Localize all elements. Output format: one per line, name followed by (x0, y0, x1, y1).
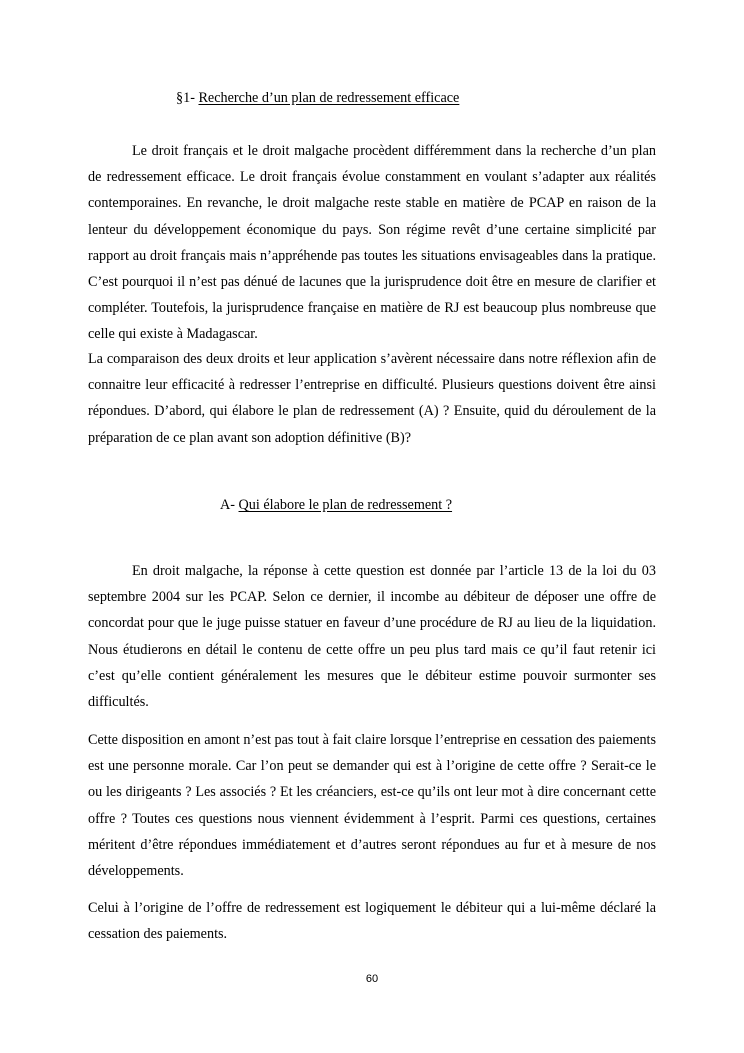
page-number: 60 (365, 973, 379, 985)
paragraph-a-3: Celui à l’origine de l’offre de redressement est logiquement le débiteur qui a lui-même déclaré la cessation des paiements. (88, 900, 656, 943)
paragraph-a-1: En droit malgache, la réponse à cette question est donnée par l’article 13 de la loi du 03 septembre 2004 sur les PCAP. Selon ce dernier, il incombe au débiteur de déposer une offre de concordat pour que le juge puisse statuer en faveur d’une procédure de RJ au lieu de la liquidation. Nous étudierons en détail le contenu de cette offre un peu plus tard mais ce qu’il faut retenir ici c’est qu’elle contient généralement les mesures que le débiteur estime pouvoir surmonter ses difficultés. (88, 563, 656, 711)
paragraph-intro-2: La comparaison des deux droits et leur application s’avèrent nécessaire dans notre réflexion afin de connaitre leur efficacité à redresser l’entreprise en difficulté. Plusieurs questions doivent être ainsi répondues. D’abord, qui élabore le plan de redressement (A) ? Ensuite, quid du déroulement de la préparation de ce plan avant son adoption définitive (B)? (88, 351, 656, 446)
section-heading (176, 89, 459, 107)
section-number: §1- (176, 90, 195, 106)
subsection-number: A- (220, 497, 235, 513)
paragraph-intro-1: Le droit français et le droit malgache procèdent différemment dans la recherche d’un plan de redressement efficace. Le droit français évolue constamment en voulant s’adapter aux réalités contemporaines. En revanche, le droit malgache reste stable en matière de PCAP en raison de la lenteur du développement économique du pays. Son régime revêt d’une certaine simplicité par rapport au droit français mais n’appréhende pas toutes les situations envisageables dans la pratique. C’est pourquoi il n’est pas dénué de lacunes que la jurisprudence doit être en mesure de clarifier et compléter. Toutefois, la jurisprudence française en matière de RJ est beaucoup plus nombreuse que celle qui existe à Madagascar. (88, 143, 656, 343)
paragraph-a-2: Cette disposition en amont n’est pas tout à fait claire lorsque l’entreprise en cessation des paiements est une personne morale. Car l’on peut se demander qui est à l’origine de cette offre ? Serait-ce le ou les dirigeants ? Les associés ? Et les créanciers, est-ce qu’ils ont leur mot à dire concernant cette offre ? Toutes ces questions nous viennent évidemment à l’esprit. Parmi ces questions, certaines méritent d’être répondues immédiatement et d’autres seront répondues au fur et à mesure de nos développements. (88, 732, 656, 880)
subsection-heading (220, 496, 452, 514)
section-title: Recherche d’un plan de redressement efficace (198, 90, 460, 106)
subsection-title: Qui élabore le plan de redressement ? (238, 497, 453, 513)
